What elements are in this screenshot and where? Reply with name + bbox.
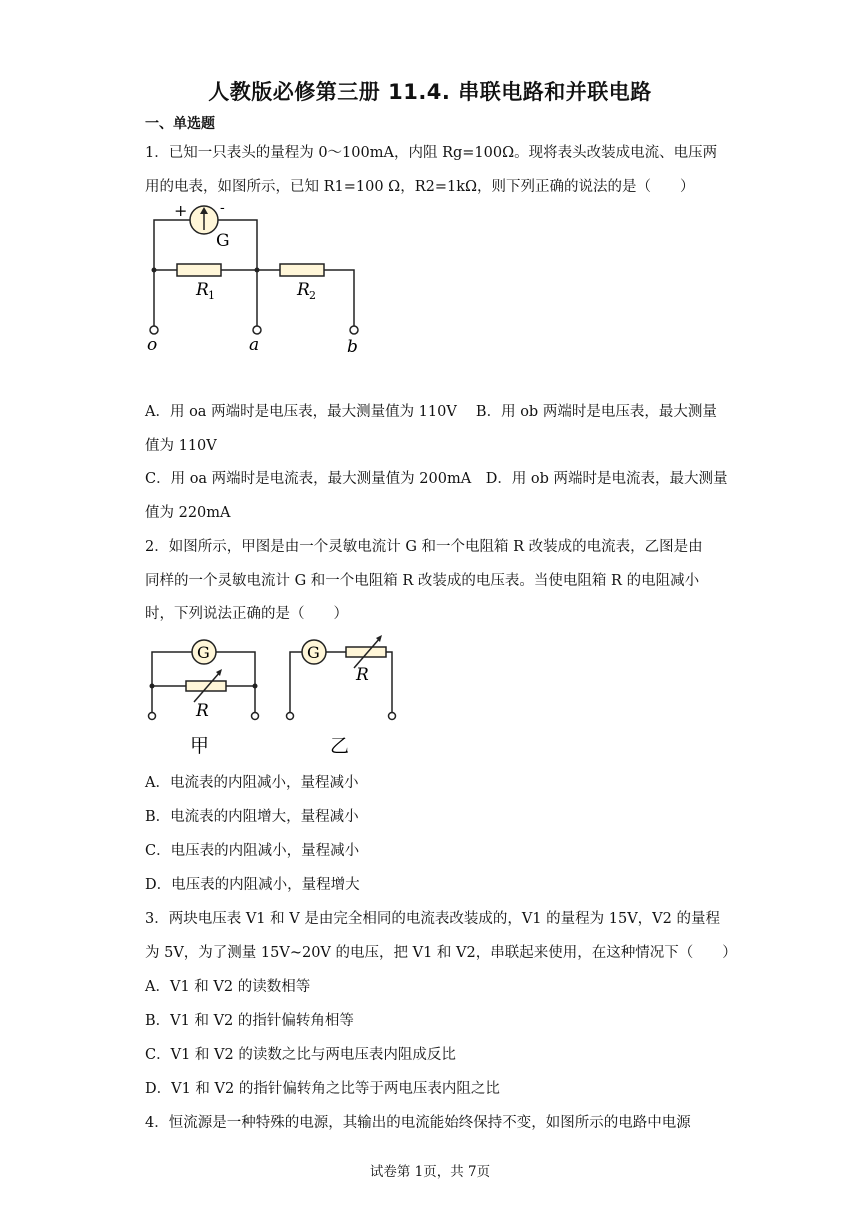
q3-option-a: A．V1 和 V2 的读数相等	[145, 979, 311, 995]
q2-stem-line1: 2．如图所示，甲图是由一个灵敏电流计 G 和一个电阻箱 R 改装成的电流表，乙图是由	[145, 539, 703, 555]
galvanometer-label: G	[216, 231, 230, 251]
r-yi-label: R	[356, 665, 369, 685]
terminal-o-label: o	[147, 335, 158, 355]
q2-option-d: D．电压表的内阻减小，量程增大	[145, 877, 360, 893]
q1-options-cd-cont: 值为 220mA	[145, 505, 231, 521]
resistor-box-yi	[346, 647, 386, 657]
q1-stem-line1: 1．已知一只表头的量程为 0～100mA，内阻 Rg=100Ω。现将表头改装成电流、电压两	[145, 145, 718, 161]
r2-subscript: 2	[309, 289, 316, 302]
q3-option-b: B．V1 和 V2 的指针偏转角相等	[145, 1013, 354, 1029]
q2-stem-line2: 同样的一个灵敏电流计 G 和一个电阻箱 R 改装成的电压表。当使电阻箱 R 的电阻减小	[145, 573, 700, 589]
resistor-r1	[177, 264, 221, 276]
q1-circuit-diagram	[140, 198, 380, 358]
minus-sign: -	[220, 200, 225, 216]
plus-sign: +	[174, 201, 188, 220]
q2-option-a: A．电流表的内阻减小，量程减小	[145, 775, 359, 791]
galvanometer-yi-label: G	[307, 643, 320, 662]
q1-options-cd: C．用 oa 两端时是电流表，最大测量值为 200mA D．用 ob 两端时是电流表，最大测量	[145, 471, 728, 487]
resistor-box-jia	[186, 681, 226, 691]
q3-option-c: C．V1 和 V2 的读数之比与两电压表内阻成反比	[145, 1047, 456, 1063]
terminal-a-label: a	[249, 335, 260, 355]
q4-stem-line1: 4．恒流源是一种特殊的电源，其输出的电流能始终保持不变，如图所示的电路中电源	[145, 1115, 691, 1131]
r2-label: R	[297, 280, 310, 300]
terminal-o	[150, 326, 158, 334]
page-title: 人教版必修第三册 11.4. 串联电路和并联电路	[208, 80, 652, 104]
figure-yi-label: 乙	[330, 735, 350, 757]
terminal-b	[350, 326, 358, 334]
r1-label: R	[196, 280, 209, 300]
q3-stem-line2: 为 5V，为了测量 15V~20V 的电压，把 V1 和 V2，串联起来使用，在这种情况下（ ）	[145, 945, 737, 961]
q3-option-d: D．V1 和 V2 的指针偏转角之比等于两电压表内阻之比	[145, 1081, 500, 1097]
q1-options-ab: A．用 oa 两端时是电压表，最大测量值为 110V B．用 ob 两端时是电压表，最大测量	[145, 404, 717, 420]
q2-circuit-diagram	[140, 630, 410, 760]
q1-options-ab-cont: 值为 110V	[145, 438, 217, 454]
q2-option-c: C．电压表的内阻减小，量程减小	[145, 843, 360, 859]
r1-subscript: 1	[208, 289, 215, 302]
q2-stem-line3: 时，下列说法正确的是（ ）	[145, 606, 348, 622]
r-jia-label: R	[196, 701, 209, 721]
terminal-b-label: b	[347, 337, 358, 357]
page-footer: 试卷第 1页，共 7页	[369, 1164, 491, 1180]
resistor-r2	[280, 264, 324, 276]
section-heading: 一、单选题	[145, 116, 215, 132]
terminal-a	[253, 326, 261, 334]
q2-option-b: B．电流表的内阻增大，量程减小	[145, 809, 359, 825]
q1-stem-line2: 用的电表，如图所示，已知 R1=100 Ω，R2=1kΩ，则下列正确的说法的是（ ）	[145, 179, 695, 195]
galvanometer-jia-label: G	[197, 643, 210, 662]
figure-jia-label: 甲	[190, 735, 210, 757]
q3-stem-line1: 3．两块电压表 V1 和 V 是由完全相同的电流表改装成的，V1 的量程为 15V，V2 的量程	[145, 911, 720, 927]
